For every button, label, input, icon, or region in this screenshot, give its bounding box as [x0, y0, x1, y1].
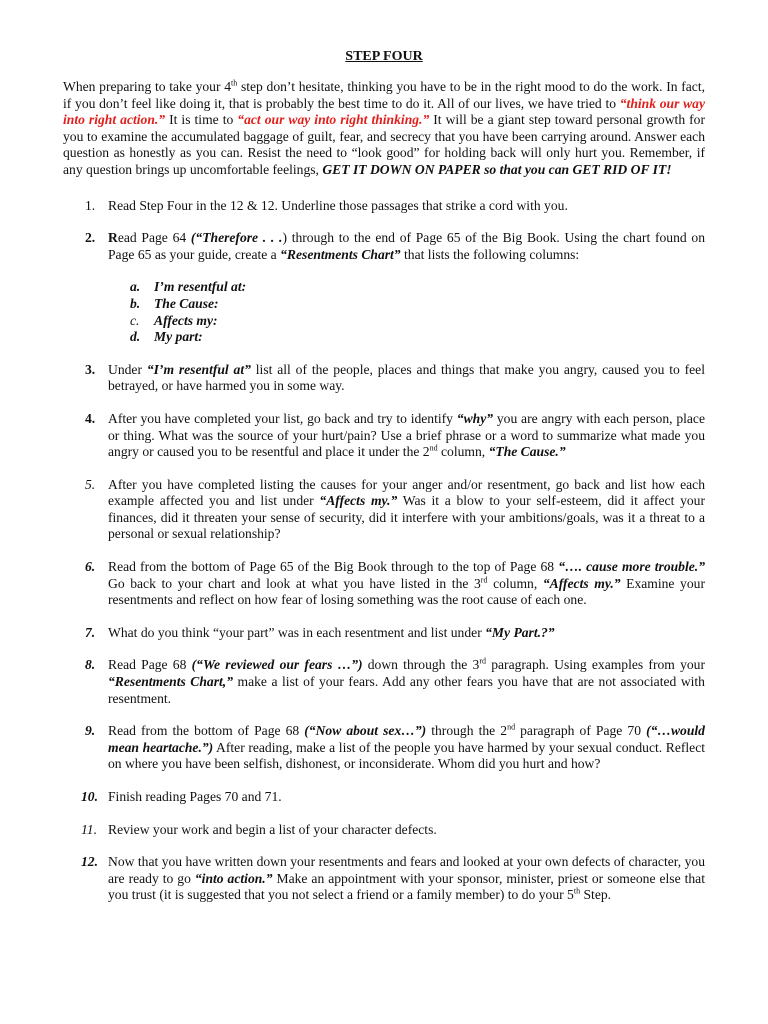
step-text: list all of the people, places and things that make you angry, caused you to feel betrayed, or have harmed you in some way.: [108, 361, 705, 394]
step-item-7: [63, 625, 705, 642]
step-item-8: [63, 657, 705, 707]
page-title: STEP FOUR: [345, 49, 423, 64]
superscript: th: [231, 78, 238, 88]
step-item-11: [63, 822, 705, 839]
step-number: 12.: [81, 854, 98, 870]
column-item: [108, 296, 705, 313]
step-text: paragraph of Page 70: [515, 723, 647, 739]
step-item-3: [63, 362, 705, 395]
step-text: Make an appointment with your sponsor, minister, priest or someone else that you trust (it is suggested that you not select a friend or a family member) to do your 5: [108, 870, 705, 903]
chart-columns-list: [108, 279, 705, 345]
step-text: Step.: [580, 887, 612, 903]
step-item-1: [63, 198, 705, 215]
step-text: ead Page 64: [117, 230, 191, 246]
intro-text: It will be a giant step toward personal growth for you to examine the accumulated baggage of guilt, fear, and secrecy that you have been carrying around. Answer each question as honestly as you can. Resist the need to “look good” for holding back will only hurt you. Remember, if any question brings up uncomfortable feelings,: [63, 112, 705, 177]
step-item-6: [63, 559, 705, 609]
step-text: Under: [108, 361, 147, 377]
red-emphasis: “act our way into right thinking.”: [237, 112, 430, 128]
superscript: th: [573, 886, 581, 896]
column-label: My part:: [154, 329, 203, 345]
superscript: rd: [479, 656, 486, 666]
step-text: down through the 3: [362, 657, 480, 673]
step-number: 8.: [85, 657, 96, 673]
intro-paragraph: [63, 79, 705, 179]
step-number: 11.: [81, 821, 97, 837]
step-emphasis: (“…would mean heartache.”): [108, 723, 705, 755]
step-text: After you have completed your list, go back and try to identify: [108, 410, 457, 426]
step-emphasis: “The Cause.”: [488, 444, 566, 460]
step-text: After reading, make a list of the people you have harmed by your sexual conduct. Reflect on where you have been selfish, dishonest, or inconsiderate. Whom did you hurt and how?: [108, 739, 706, 772]
step-emphasis: “why”: [456, 410, 494, 426]
step-emphasis: “into action.”: [194, 870, 273, 886]
step-emphasis: “…. cause more trouble.”: [558, 559, 705, 575]
column-label: The Cause:: [154, 295, 219, 311]
step-text: Review your work and begin a list of your character defects.: [108, 821, 437, 837]
step-text: ) through to the end of Page 65 of the Big Book. Using the chart found on Page 65 as your guide, create a: [108, 230, 705, 262]
column-letter: b.: [130, 295, 141, 311]
step-emphasis: (“Therefore . . .: [190, 230, 283, 246]
steps-list: [63, 198, 705, 904]
step-emphasis: (“Now about sex…”): [304, 723, 427, 739]
step-text: Examine your resentments and reflect on how fear of losing something was the root cause of each one.: [108, 575, 705, 608]
column-label: I’m resentful at:: [154, 279, 247, 295]
step-item-12: [63, 854, 705, 904]
step-item-4: [63, 411, 705, 461]
step-text: What do you think “your part” was in each resentment and list under: [108, 624, 486, 640]
intro-text: When preparing to take your 4: [63, 79, 231, 94]
step-text: that lists the following columns:: [400, 246, 580, 262]
step-item-2: [63, 230, 705, 346]
step-text: Read Step Four in the 12 & 12. Underline those passages that strike a cord with you.: [108, 197, 568, 213]
step-text: Go back to your chart and look at what you have listed in the 3: [108, 575, 481, 591]
step-text: Read from the bottom of Page 65 of the Big Book through to the top of Page 68: [108, 559, 559, 575]
step-text: you are angry with each person, place or thing. What was the source of your hurt/pain? Use a brief phrase or a word to summarize what made you angry or caused you to be resentful and place it under the 2: [108, 410, 705, 460]
intro-text: step don’t hesitate, thinking you have to be in the right mood to do the work. In fact, if you don’t feel like doing it, that is probably the best time to do it. All of our lives, we have tried to: [63, 79, 705, 111]
step-emphasis: (“We reviewed our fears …”): [191, 657, 363, 673]
red-emphasis: “think our way into right action.”: [63, 95, 705, 128]
column-item: [108, 313, 705, 330]
intro-text: It is time to: [165, 112, 238, 128]
step-item-10: [63, 789, 705, 806]
step-text: Read Page 68: [108, 657, 192, 673]
step-number: 9.: [85, 723, 96, 739]
step-text: paragraph. Using examples from your: [485, 657, 705, 673]
step-item-5: [63, 477, 705, 543]
step-number: 3.: [85, 361, 96, 377]
step-number: 4.: [85, 410, 96, 426]
step-number: 5.: [85, 476, 96, 492]
step-text: Now that you have written down your resentments and fears and looked at your own defects of character, you are ready to go: [108, 854, 705, 886]
step-emphasis: “Resentments Chart,”: [108, 674, 233, 690]
step-text: Read from the bottom of Page 68: [108, 723, 305, 739]
step-emphasis: “Resentments Chart”: [280, 246, 401, 262]
step-item-9: [63, 723, 705, 773]
step-text: R: [108, 230, 118, 246]
column-letter: c.: [130, 312, 140, 328]
column-item: [108, 279, 705, 296]
step-text: column,: [437, 444, 489, 460]
superscript: nd: [429, 443, 438, 453]
step-text: Finish reading Pages 70 and 71.: [108, 789, 282, 804]
step-text: Was it a blow to your self-esteem, did it affect your finances, did it threaten your sense of security, did it interfere with your ambitions/goals, was it a threat to a personal or sexual relationship?: [108, 493, 705, 542]
column-letter: a.: [130, 279, 141, 295]
step-text: column,: [487, 575, 543, 591]
step-emphasis: “My Part.?”: [485, 624, 555, 640]
step-number: 7.: [85, 624, 96, 640]
step-text: through the 2: [426, 723, 508, 739]
step-number: 10.: [81, 789, 98, 804]
bold-emphasis: GET IT DOWN ON PAPER so that you can GET RID OF IT!: [322, 161, 672, 177]
step-number: 1.: [85, 197, 96, 213]
step-number: 2.: [85, 230, 96, 246]
step-text: After you have completed listing the causes for your anger and/or resentment, go back and list how each example affected you and list under: [108, 476, 705, 509]
step-emphasis: “I’m resentful at”: [146, 361, 251, 377]
step-emphasis: “Affects my.”: [542, 575, 621, 591]
column-label: Affects my:: [154, 312, 218, 328]
superscript: rd: [480, 575, 488, 585]
column-letter: d.: [130, 329, 141, 345]
step-text: make a list of your fears. Add any other fears you have that are not associated with resentment.: [108, 674, 705, 706]
superscript: nd: [507, 722, 516, 732]
column-item: [108, 329, 705, 346]
step-number: 6.: [85, 559, 96, 575]
step-emphasis: “Affects my.”: [319, 493, 398, 509]
